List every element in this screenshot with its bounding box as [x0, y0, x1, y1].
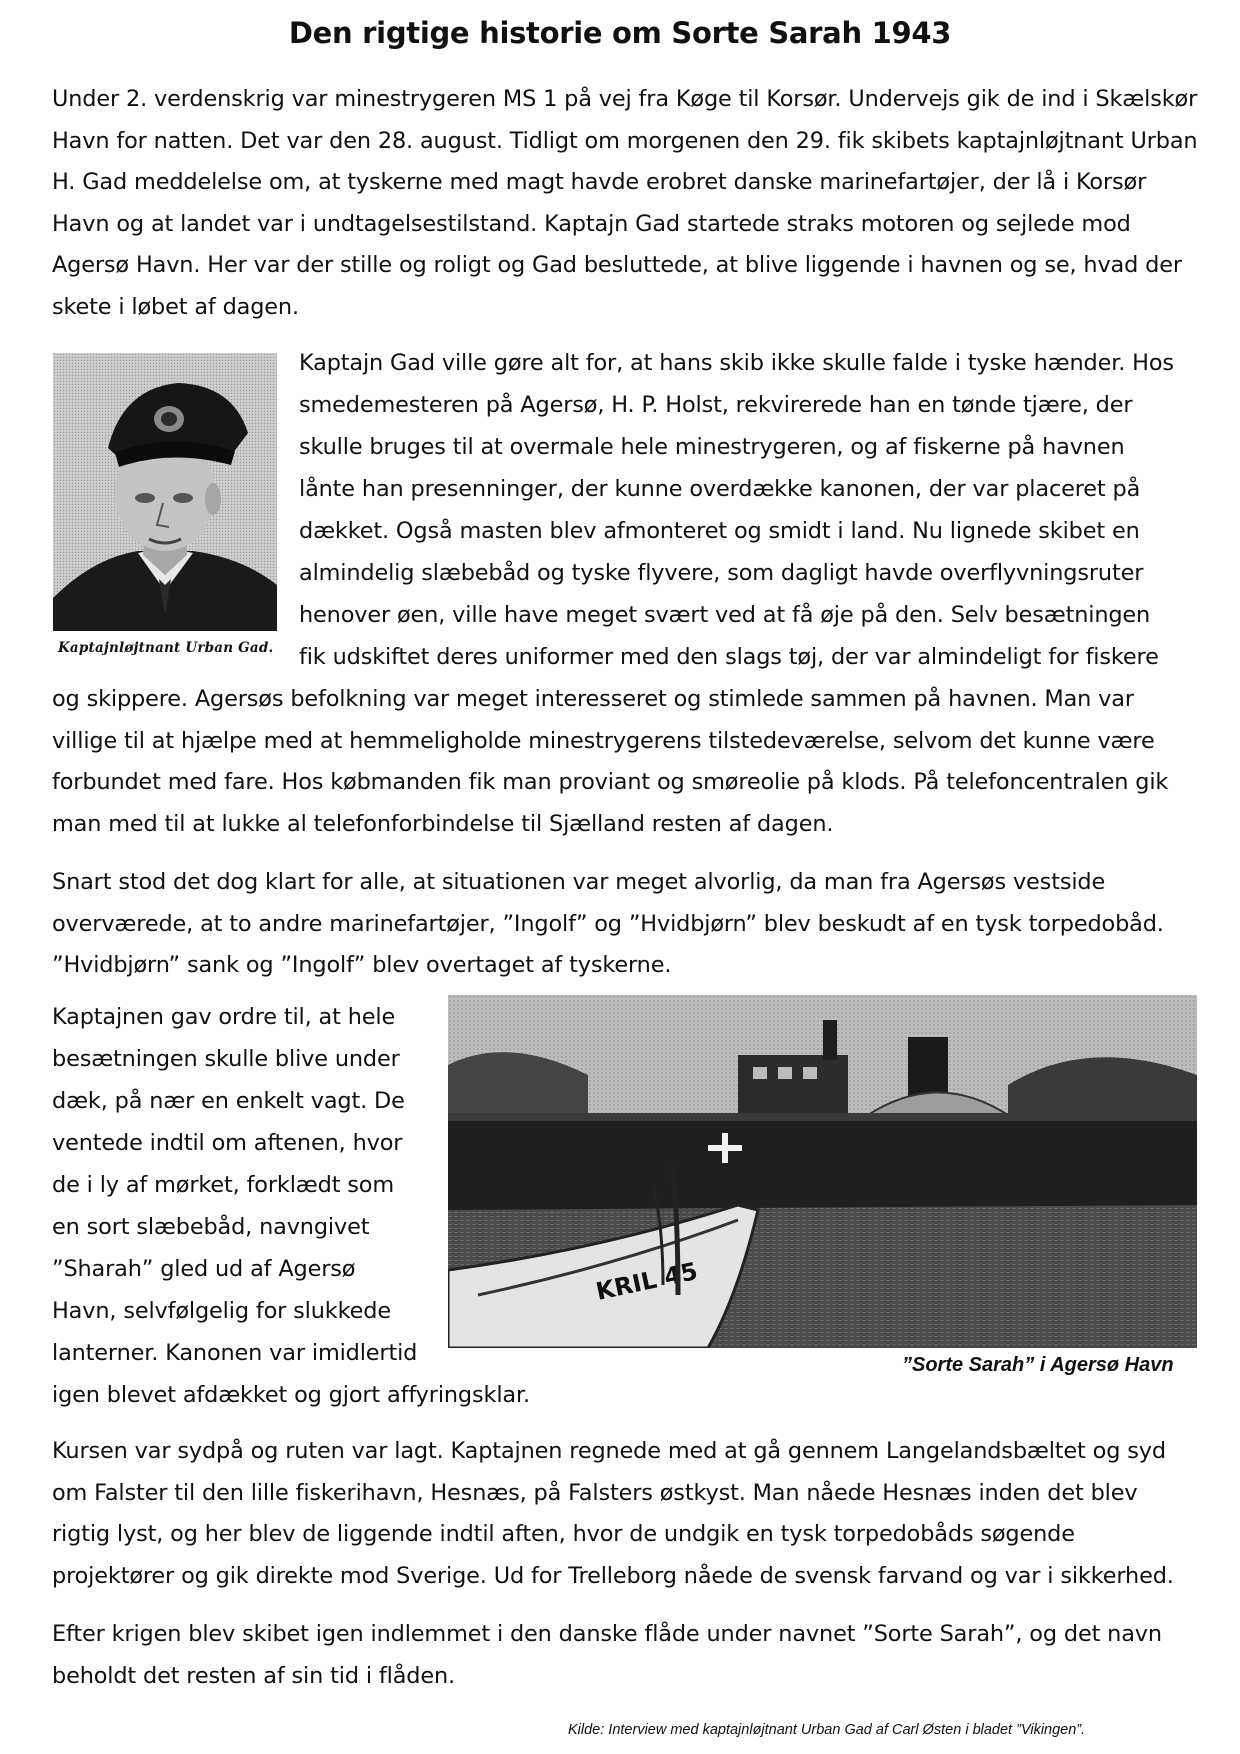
- paragraph-4-line: de i ly af mørket, forklædt som: [52, 1172, 395, 1198]
- paragraph-4-continued: igen blevet afdækket og gjort affyringsklar.: [52, 1382, 530, 1408]
- source-note: Kilde: Interview med kaptajnløjtnant Urban Gad af Carl Østen i bladet ”Vikingen”.: [568, 1722, 1086, 1738]
- paragraph-2-line: fik udskiftet deres uniformer med den slags tøj, der var almindeligt for fiskere: [299, 644, 1159, 670]
- boat-image: [448, 995, 1197, 1348]
- paragraph-2-line: skulle bruges til at overmale hele minestrygeren, og af fiskerne på havnen: [299, 434, 1125, 460]
- portrait-image: [53, 353, 277, 631]
- portrait-photo: [53, 353, 277, 631]
- paragraph-4-line: lanterner. Kanonen var imidlertid: [52, 1340, 418, 1366]
- paragraph-4-line: Havn, selvfølgelig for slukkede: [52, 1298, 391, 1324]
- boat-hull-lettering: KRIL 45: [593, 1257, 701, 1306]
- paragraph-2-line: almindelig slæbebåd og tyske flyvere, som dagligt havde overflyvningsruter: [299, 560, 1144, 586]
- paragraph-4-line: Kaptajnen gav ordre til, at hele: [52, 1004, 396, 1030]
- paragraph-2-line: dækket. Også masten blev afmonteret og smidt i land. Nu lignede skibet en: [299, 518, 1140, 544]
- paragraph-4-line: ”Sharah” gled ud af Agersø: [52, 1256, 356, 1282]
- paragraph-4-line: ventede indtil om aftenen, hvor: [52, 1130, 403, 1156]
- paragraph-4-line: besætningen skulle blive under: [52, 1046, 400, 1072]
- paragraph-4-line: en sort slæbebåd, navngivet: [52, 1214, 370, 1240]
- paragraph-6: Efter krigen blev skibet igen indlemmet i den danske flåde under navnet ”Sorte Sarah”, og det navn beholdt det resten af sin tid i flåden.: [52, 1621, 1162, 1689]
- document-title: Den rigtige historie om Sorte Sarah 1943: [288, 16, 952, 50]
- paragraph-2-line: Kaptajn Gad ville gøre alt for, at hans skib ikke skulle falde i tyske hænder. Hos: [299, 350, 1174, 376]
- paragraph-4-line: dæk, på nær en enkelt vagt. De: [52, 1088, 405, 1114]
- boat-photo: [448, 995, 1197, 1348]
- paragraph-2-continued: og skippere. Agersøs befolkning var meget interesseret og stimlede sammen på havnen. Man var villige til at hjælpe med at hemmeligholde minestrygerens tilstedeværelse, selvom det kunne være forbundet med fare. Hos købmanden fik man proviant og smøreolie på klods. På telefoncentralen gik man med til at lukke al telefonforbindelse til Sjælland resten af dagen.: [52, 686, 1169, 837]
- paragraph-2-line: henover øen, ville have meget svært ved at få øje på den. Selv besætningen: [299, 602, 1151, 628]
- portrait-caption: Kaptajnløjtnant Urban Gad.: [58, 640, 274, 656]
- boat-caption: ”Sorte Sarah” i Agersø Havn: [902, 1354, 1174, 1376]
- paragraph-2-line: smedemesteren på Agersø, H. P. Holst, rekvirerede han en tønde tjære, der: [299, 392, 1133, 418]
- paragraph-3: Snart stod det dog klart for alle, at situationen var meget alvorlig, da man fra Agersøs vestside overværede, at to andre marinefartøjer, ”Ingolf” og ”Hvidbjørn” blev beskudt af en tysk torpedobåd. ”Hvidbjørn” sank og ”Ingolf” blev overtaget af tyskerne.: [52, 869, 1164, 978]
- paragraph-5: Kursen var sydpå og ruten var lagt. Kaptajnen regnede med at gå gennem Langelandsbæltet og syd om Falster til den lille fiskerihavn, Hesnæs, på Falsters østkyst. Man nåede Hesnæs inden det blev rigtig lyst, og her blev de liggende indtil aften, hvor de undgik en tysk torpedobåds søgende projektører og gik direkte mod Sverige. Ud for Trelleborg nåede de svensk farvand og var i sikkerhed.: [52, 1438, 1174, 1589]
- paragraph-1: Under 2. verdenskrig var minestrygeren MS 1 på vej fra Køge til Korsør. Undervejs gik de ind i Skælskør Havn for natten. Det var den 28. august. Tidligt om morgenen den 29. fik skibets kaptajnløjtnant Urban H. Gad meddelelse om, at tyskerne med magt havde erobret danske marinefartøjer, der lå i Korsør Havn og at landet var i undtagelsestilstand. Kaptajn Gad startede straks motoren og sejlede mod Agersø Havn. Her var der stille og roligt og Gad besluttede, at blive liggende i havnen og se, hvad der skete i løbet af dagen.: [52, 86, 1198, 320]
- paragraph-2-line: lånte han presenninger, der kunne overdække kanonen, der var placeret på: [299, 476, 1141, 502]
